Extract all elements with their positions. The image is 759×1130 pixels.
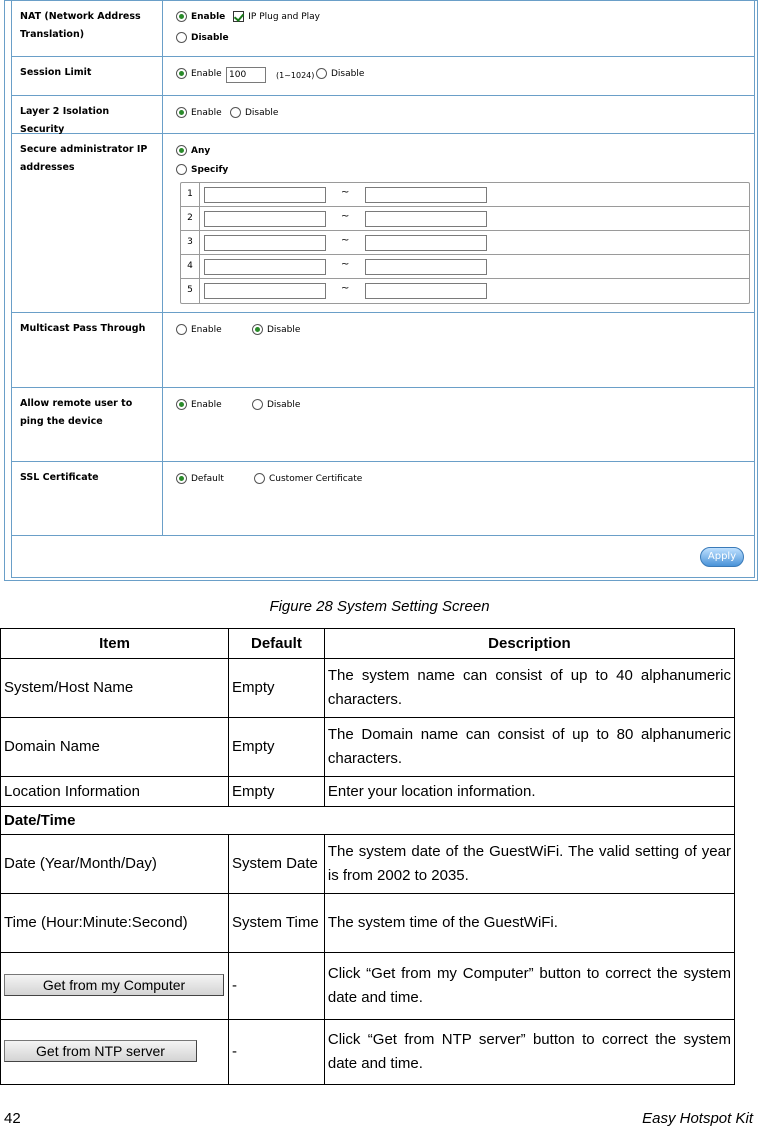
ssl-row	[12, 462, 754, 536]
table-row: Get from my Computer - Click “Get from my Computer” button to correct the system date and time.	[1, 953, 735, 1020]
page-number: 42	[4, 1110, 21, 1127]
header-description: Description	[324, 629, 734, 659]
ip-end-input[interactable]	[365, 283, 487, 299]
document-title: Easy Hotspot Kit	[642, 1110, 753, 1127]
session-disable-radio[interactable]	[316, 68, 327, 79]
ip-end-input[interactable]	[365, 259, 487, 275]
section-row	[1, 807, 735, 835]
nat-disable-option[interactable]: Disable	[176, 32, 229, 43]
settings-screenshot	[4, 0, 758, 581]
ip-start-input[interactable]	[204, 259, 326, 275]
layer2-enable-option[interactable]: Enable	[176, 107, 222, 118]
ip-range-row: 3 ~	[181, 231, 749, 255]
ping-disable-option[interactable]: Disable	[252, 399, 300, 410]
ip-range-row: 4 ~	[181, 255, 749, 279]
multicast-disable-radio[interactable]	[252, 324, 263, 335]
secure-ip-label: Secure administrator IP addresses	[12, 134, 163, 312]
get-from-computer-button[interactable]: Get from my Computer	[4, 974, 224, 996]
apply-button[interactable]: Apply	[700, 547, 744, 567]
description-table	[0, 628, 735, 1085]
ping-label: Allow remote user to ping the device	[12, 388, 163, 461]
header-default: Default	[228, 629, 324, 659]
header-item: Item	[1, 629, 229, 659]
ip-plug-checkbox[interactable]	[233, 11, 244, 22]
ssl-default-option[interactable]: Default	[176, 473, 224, 484]
secure-ip-row	[12, 134, 754, 313]
session-range-hint: (1~1024)	[276, 71, 315, 80]
multicast-enable-radio[interactable]	[176, 324, 187, 335]
table-row: System/Host Name Empty The system name can consist of up to 40 alphanumeric characters.	[1, 659, 735, 718]
multicast-row	[12, 313, 754, 388]
session-enable-option[interactable]: Enable	[176, 68, 222, 79]
ssl-custom-radio[interactable]	[254, 473, 265, 484]
nat-row	[12, 1, 754, 57]
secure-specify-option[interactable]: Specify	[176, 164, 228, 175]
ip-end-input[interactable]	[365, 235, 487, 251]
nat-label: NAT (Network Address Translation)	[12, 1, 163, 56]
table-row: Date (Year/Month/Day) System Date The system date of the GuestWiFi. The valid setting of year is from 2002 to 2035.	[1, 835, 735, 894]
ssl-default-radio[interactable]	[176, 473, 187, 484]
session-row	[12, 57, 754, 96]
layer2-enable-radio[interactable]	[176, 107, 187, 118]
table-row: Domain Name Empty The Domain name can consist of up to 80 alphanumeric characters.	[1, 718, 735, 777]
multicast-disable-option[interactable]: Disable	[252, 324, 300, 335]
nat-enable-radio[interactable]	[176, 11, 187, 22]
nat-enable-option[interactable]: Enable IP Plug and Play	[176, 11, 320, 22]
ip-start-input[interactable]	[204, 235, 326, 251]
ip-end-input[interactable]	[365, 211, 487, 227]
multicast-enable-option[interactable]: Enable	[176, 324, 222, 335]
layer2-disable-radio[interactable]	[230, 107, 241, 118]
session-limit-input[interactable]	[226, 67, 266, 83]
ssl-custom-option[interactable]: Customer Certificate	[254, 473, 362, 484]
ip-range-row: 2 ~	[181, 207, 749, 231]
ssl-label: SSL Certificate	[12, 462, 163, 535]
settings-table	[11, 1, 755, 578]
layer2-row	[12, 96, 754, 134]
layer2-label: Layer 2 Isolation Security	[12, 96, 163, 133]
get-from-ntp-button[interactable]: Get from NTP server	[4, 1040, 197, 1062]
ip-start-input[interactable]	[204, 187, 326, 203]
table-row: Location Information Empty Enter your location information.	[1, 777, 735, 807]
section-title: Date/Time	[1, 807, 735, 835]
session-enable-radio[interactable]	[176, 68, 187, 79]
ping-enable-option[interactable]: Enable	[176, 399, 222, 410]
nat-disable-radio[interactable]	[176, 32, 187, 43]
ip-range-row: 5 ~	[181, 279, 749, 303]
figure-caption: Figure 28 System Setting Screen	[269, 598, 490, 615]
ip-range-table	[180, 182, 750, 304]
session-disable-option[interactable]: Disable	[316, 68, 364, 79]
ping-row	[12, 388, 754, 462]
ip-start-input[interactable]	[204, 211, 326, 227]
session-label: Session Limit	[12, 57, 163, 95]
ip-end-input[interactable]	[365, 187, 487, 203]
ping-enable-radio[interactable]	[176, 399, 187, 410]
ip-start-input[interactable]	[204, 283, 326, 299]
layer2-disable-option[interactable]: Disable	[230, 107, 278, 118]
multicast-label: Multicast Pass Through	[12, 313, 163, 387]
ip-range-row: 1 ~	[181, 183, 749, 207]
table-row: Get from NTP server - Click “Get from NTP server” button to correct the system date and time.	[1, 1020, 735, 1085]
table-row: Time (Hour:Minute:Second) System Time The system time of the GuestWiFi.	[1, 894, 735, 953]
secure-any-radio[interactable]	[176, 145, 187, 156]
ping-disable-radio[interactable]	[252, 399, 263, 410]
secure-specify-radio[interactable]	[176, 164, 187, 175]
table-header-row	[1, 629, 735, 659]
secure-any-option[interactable]: Any	[176, 145, 210, 156]
